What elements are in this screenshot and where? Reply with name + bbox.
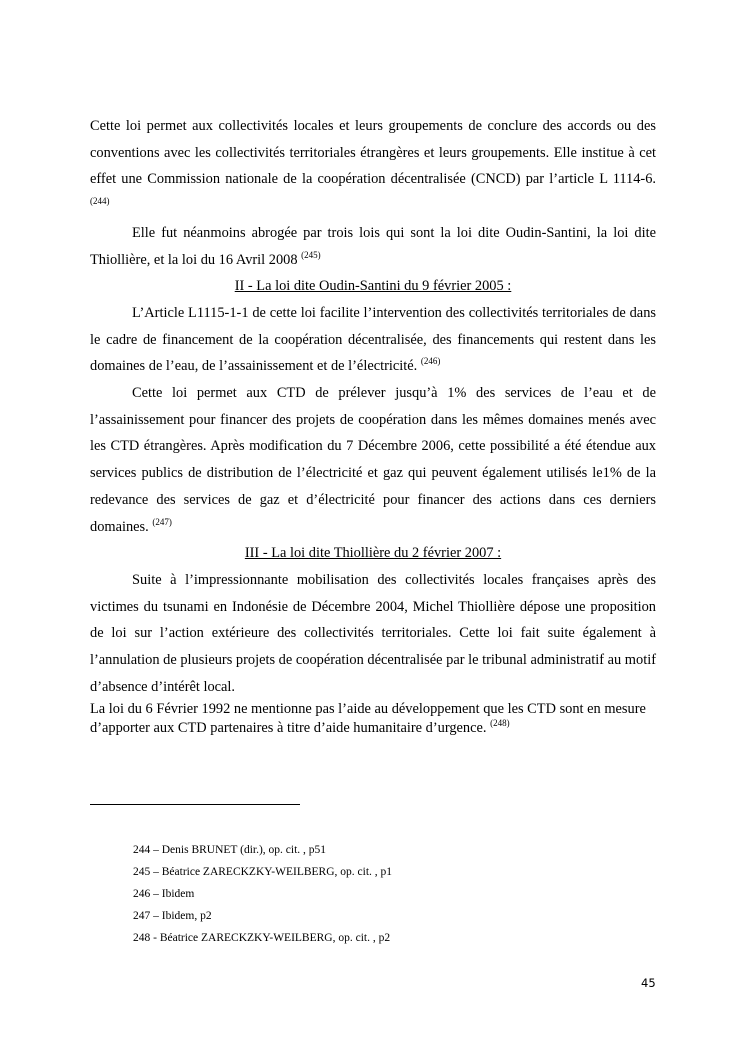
footnote-247: 247 – Ibidem, p2 [133, 910, 212, 922]
paragraph-3-text: L’Article L1115-1-1 de cette loi facilite l’intervention des collectivités territoriales de dans le cadre de financement de la coopération décentralisée, des financements qui restent dans les domaines de l’eau, de l’assainissement et de l’électricité. [90, 304, 656, 375]
paragraph-6-text: La loi du 6 Février 1992 ne mentionne pas l’aide au développement que les CTD sont en mesure d’apporter aux CTD partenaires à titre d’aide humanitaire d’urgence. [90, 701, 646, 737]
paragraph-5-text: Suite à l’impressionnante mobilisation des collectivités locales françaises après des victimes du tsunami en Indonésie de Décembre 2004, Michel Thiollière dépose une proposition de loi sur l’action extérieure des collectivités territoriales. Cette loi fait suite également à l’annulation de plusieurs projets de coopération décentralisée par le tribunal administratif au motif d’absence d’intérêt local. [90, 571, 656, 695]
footnote-ref-248: (248) [490, 718, 510, 729]
paragraph-2-text: Elle fut néanmoins abrogée par trois lois qui sont la loi dite Oudin-Santini, la loi dite Thiollière, et la loi du 16 Avril 2008 [90, 224, 656, 268]
section-heading-thiolliere: III - La loi dite Thiollière du 2 février 2007 : [244, 545, 502, 562]
main-text [90, 113, 656, 738]
page-number: 45 [641, 976, 656, 990]
paragraph-5 [90, 567, 656, 701]
footnote-ref-245: (245) [301, 249, 321, 260]
footnote-ref-246: (246) [420, 356, 441, 367]
paragraph-2 [90, 220, 656, 273]
paragraph-1-text: Cette loi permet aux collectivités locales et leurs groupements de conclure des accords ou des conventions avec les collectivités territoriales étrangères et leurs groupements. Elle institue à cet effet une Commission nationale de la coopération décentralisée (CNCD) par l’article L 1114-6. [90, 118, 656, 188]
paragraph-3 [90, 300, 656, 380]
footnote-246: 246 – Ibidem [133, 888, 195, 900]
footnote-ref-244: (244) [90, 196, 110, 207]
footnote-248: 248 - Béatrice ZARECKZKY-WEILBERG, op. cit. , p2 [133, 932, 391, 944]
paragraph-6 [90, 700, 656, 738]
paragraph-4 [90, 380, 656, 540]
footnote-244: 244 – Denis BRUNET (dir.), op. cit. , p51 [133, 844, 327, 856]
paragraph-4-text: Cette loi permet aux CTD de prélever jusqu’à 1% des services de l’eau et de l’assainissement pour financer des projets de coopération dans les mêmes domaines menés avec les CTD étrangères. Après modification du 7 Décembre 2006, cette possibilité a été étendue aux services publics de distribution de l’électricité et gaz qui peuvent également utilisés le1% de la redevance des services de gaz et d’électricité pour financer des actions dans ces derniers domaines. [90, 385, 656, 535]
footnotes [133, 839, 392, 949]
footnote-separator [90, 804, 300, 805]
footnote-ref-247: (247) [152, 516, 172, 527]
section-heading-oudin-santini: II - La loi dite Oudin-Santini du 9 février 2005 : [234, 278, 512, 295]
paragraph-1 [90, 113, 656, 220]
footnote-245: 245 – Béatrice ZARECKZKY-WEILBERG, op. cit. , p1 [133, 866, 393, 878]
